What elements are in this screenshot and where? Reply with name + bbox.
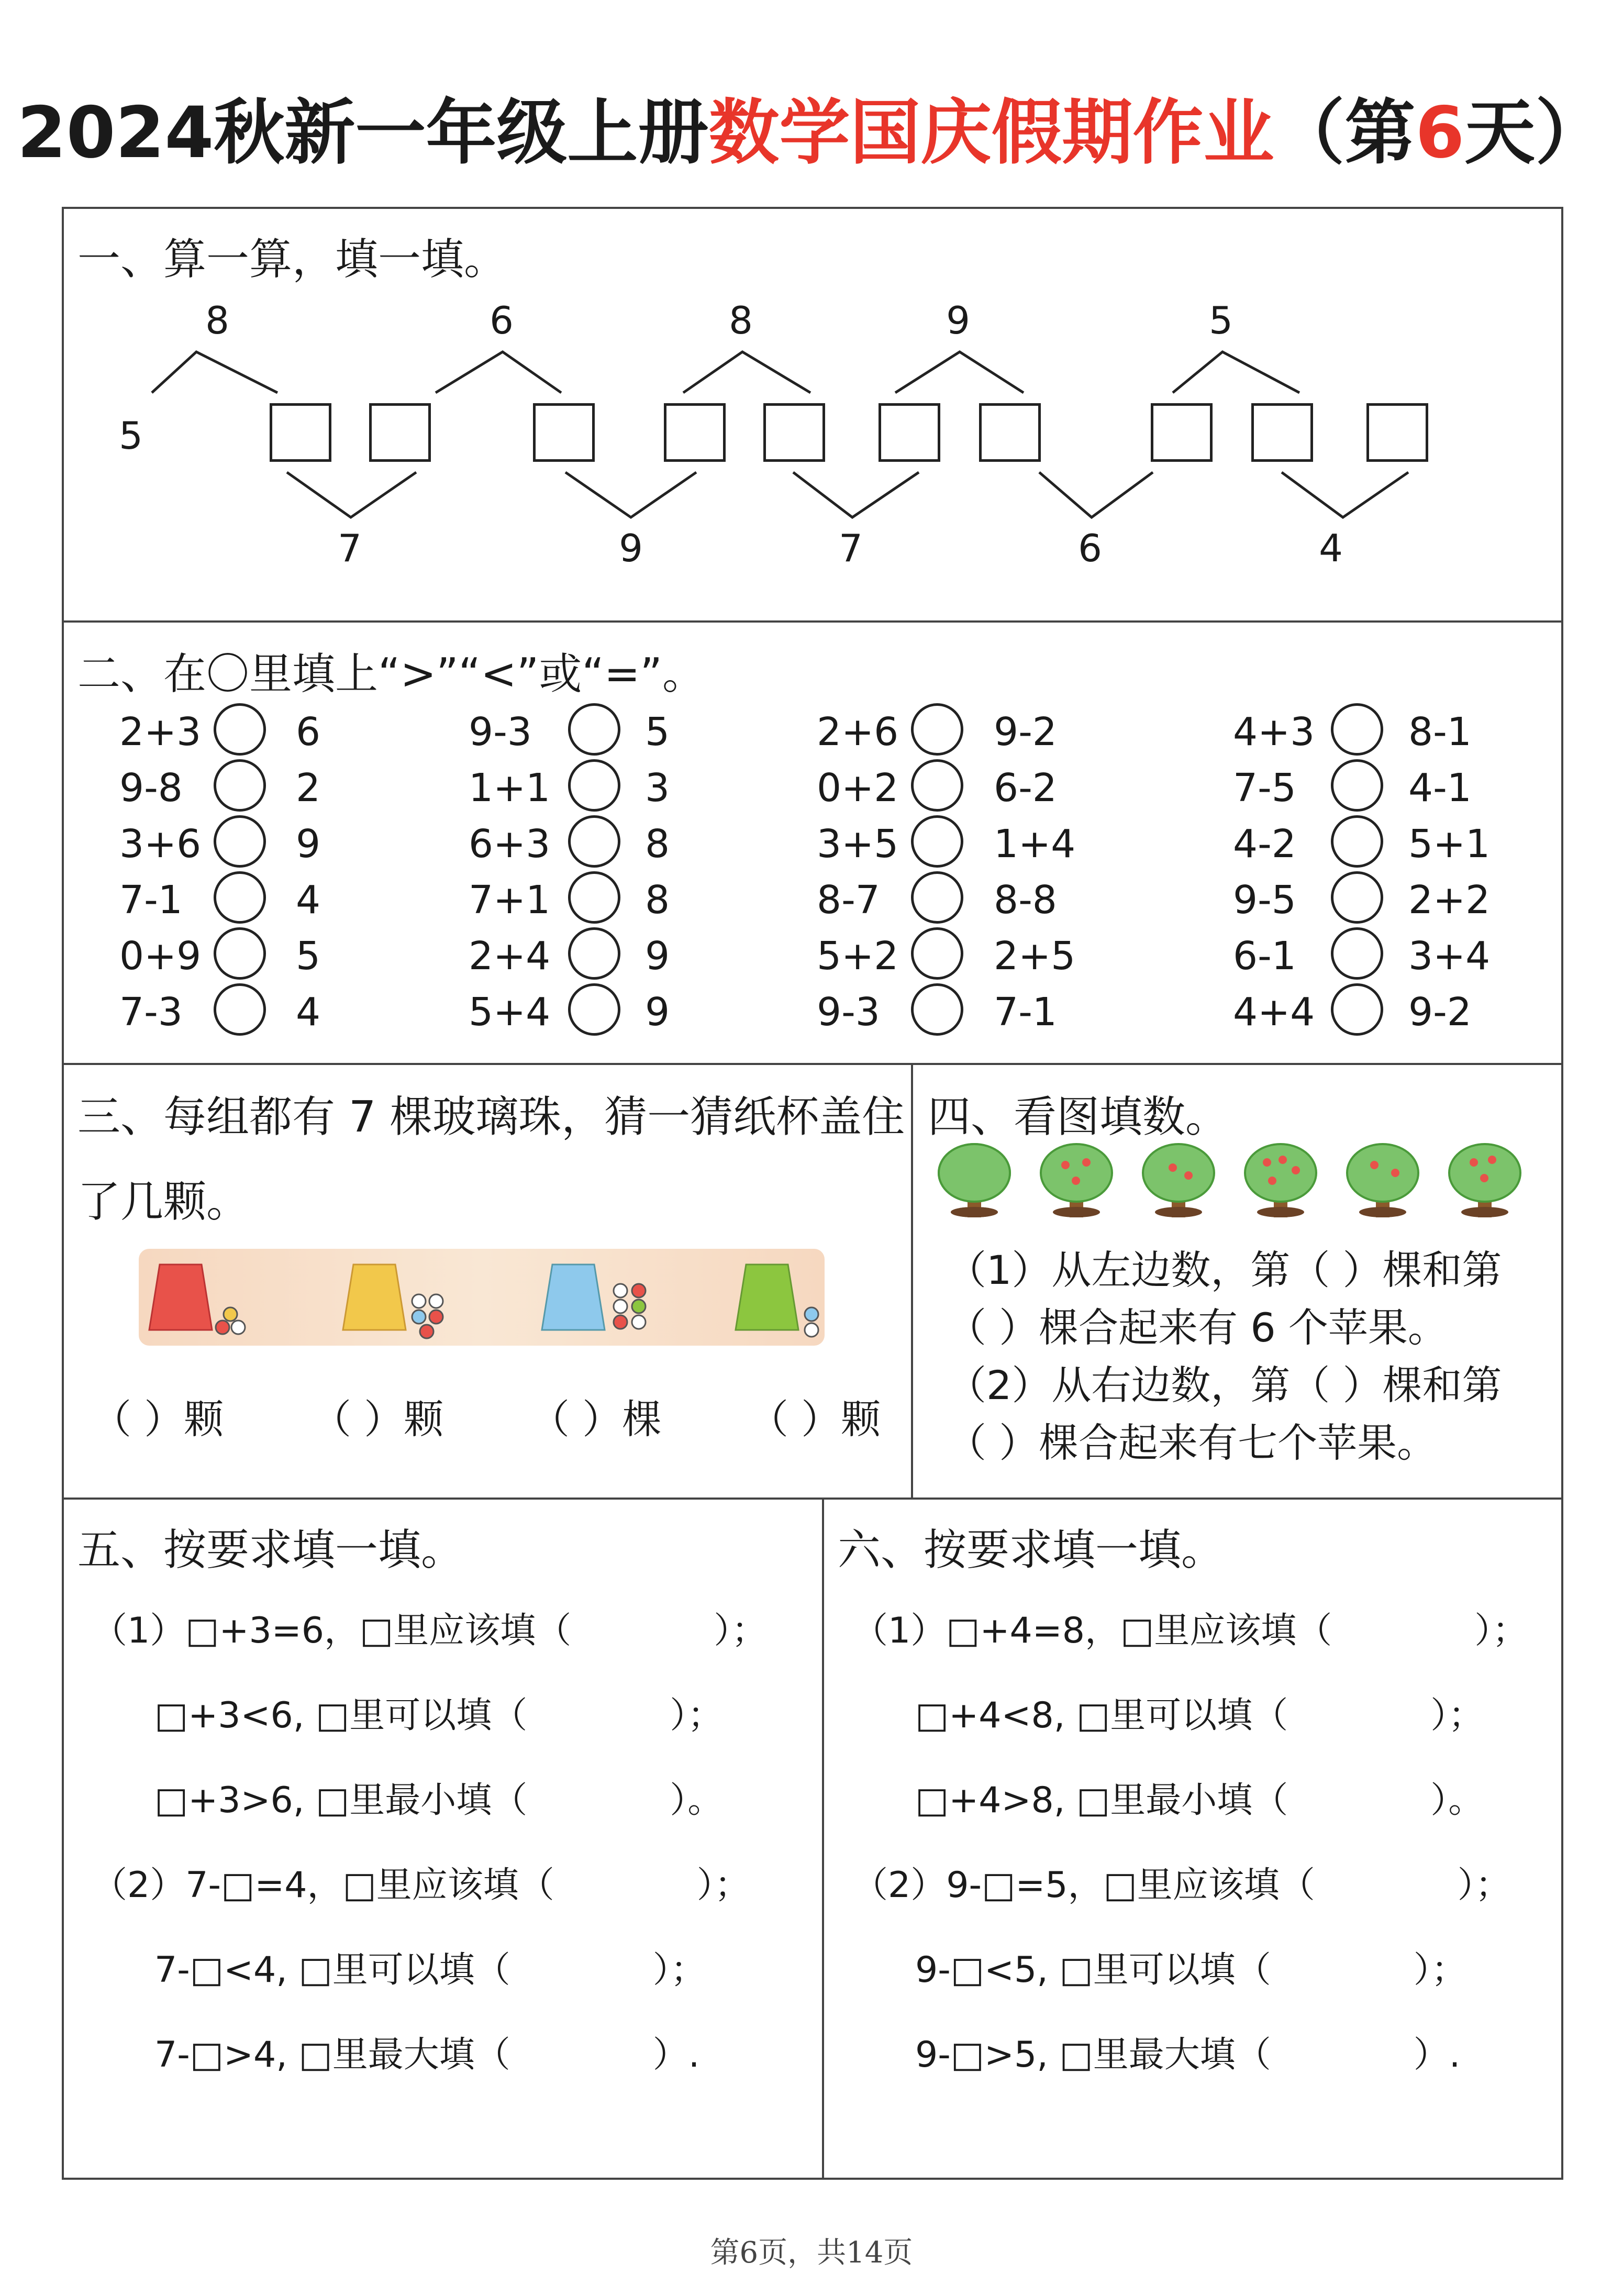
compare-circle[interactable] — [568, 983, 620, 1036]
compare-left-expr: 9-5 — [1233, 878, 1296, 923]
s6-line[interactable]: 9-□<5, □里可以填（ ）； — [915, 1949, 1467, 1991]
compare-right-expr: 4 — [296, 990, 321, 1035]
compare-right-expr: 2+5 — [994, 934, 1076, 979]
cups-and-marbles-image — [139, 1249, 825, 1346]
s6-line[interactable]: □+4<8, □里可以填（ ）； — [915, 1695, 1484, 1736]
compare-circle[interactable] — [214, 983, 266, 1036]
answer-box[interactable] — [1151, 403, 1213, 462]
answer-box[interactable] — [1251, 403, 1313, 462]
compare-circle[interactable] — [1331, 759, 1383, 812]
tree-3 — [1143, 1144, 1214, 1217]
compare-right-expr: 9 — [645, 934, 670, 979]
s3-answer[interactable]: （ ）棵 — [530, 1396, 662, 1443]
compare-right-expr: 9-2 — [994, 709, 1057, 755]
compare-left-expr: 0+9 — [119, 934, 202, 979]
tree-5 — [1347, 1144, 1418, 1217]
compare-right-expr: 7-1 — [994, 990, 1057, 1035]
s5-line[interactable]: □+3<6, □里可以填（ ）； — [154, 1695, 724, 1736]
compare-circle[interactable] — [1331, 815, 1383, 868]
section1-heading: 一、算一算，填一填。 — [77, 235, 507, 284]
compare-left-expr: 7-5 — [1233, 766, 1296, 811]
compare-right-expr: 8 — [645, 878, 670, 923]
compare-circle[interactable] — [1331, 983, 1383, 1036]
compare-circle[interactable] — [911, 983, 963, 1036]
compare-left-expr: 2+6 — [817, 709, 899, 755]
compare-left-expr: 9-8 — [119, 766, 183, 811]
apple-trees-image — [937, 1139, 1544, 1223]
title-day-prefix: （第 — [1274, 92, 1416, 174]
s1-bottom-number: 4 — [1319, 526, 1343, 570]
compare-right-expr: 4 — [296, 878, 321, 923]
title-day-number: 6 — [1415, 92, 1465, 174]
s6-line[interactable]: 9-□>5, □里最大填（ ）. — [915, 2034, 1461, 2076]
s5-line[interactable]: （1）□+3=6，□里应该填（ ）； — [92, 1610, 768, 1651]
divider-2 — [62, 1063, 1563, 1065]
s5-line[interactable]: 7-□>4, □里最大填（ ）. — [154, 2034, 700, 2076]
cup-group-2 — [343, 1265, 443, 1338]
s3-answer[interactable]: （ ）颗 — [312, 1396, 444, 1443]
answer-box[interactable] — [879, 403, 940, 462]
s4-line: （1）从左边数，第（ ）棵和第 — [947, 1247, 1502, 1293]
compare-left-expr: 3+5 — [817, 822, 899, 867]
compare-right-expr: 5 — [296, 934, 321, 979]
title-grade: 2024秋新一年级上册 — [17, 92, 709, 174]
compare-left-expr: 7+1 — [469, 878, 551, 923]
section5-heading: 五、按要求填一填。 — [77, 1525, 464, 1575]
compare-circle[interactable] — [911, 815, 963, 868]
s1-top-number: 5 — [1209, 298, 1233, 342]
compare-circle[interactable] — [568, 703, 620, 756]
compare-left-expr: 7-3 — [119, 990, 183, 1035]
compare-left-expr: 9-3 — [469, 709, 532, 755]
s6-line[interactable]: □+4>8, □里最小填（ ）。 — [915, 1780, 1484, 1821]
compare-right-expr: 6 — [296, 709, 321, 755]
compare-left-expr: 5+2 — [817, 934, 899, 979]
s1-left-number: 5 — [119, 414, 143, 458]
divider-1 — [62, 620, 1563, 623]
compare-circle[interactable] — [214, 871, 266, 924]
compare-right-expr: 8-1 — [1408, 709, 1472, 755]
section4-heading: 四、看图填数。 — [928, 1092, 1229, 1142]
s4-line: （ ）棵合起来有 6 个苹果。 — [947, 1304, 1448, 1351]
compare-left-expr: 8-7 — [817, 878, 880, 923]
compare-right-expr: 8 — [645, 822, 670, 867]
compare-left-expr: 0+2 — [817, 766, 899, 811]
tree-1 — [939, 1144, 1010, 1217]
compare-right-expr: 6-2 — [994, 766, 1057, 811]
compare-circle[interactable] — [568, 871, 620, 924]
compare-left-expr: 2+3 — [119, 709, 202, 755]
s6-line[interactable]: （2）9-□=5，□里应该填（ ）； — [852, 1865, 1511, 1906]
answer-box[interactable] — [533, 403, 595, 462]
section2-heading: 二、在〇里填上“>”“<”或“=”。 — [77, 649, 706, 699]
compare-left-expr: 4+3 — [1233, 709, 1315, 755]
section6-heading: 六、按要求填一填。 — [838, 1525, 1225, 1575]
cup-group-3 — [542, 1265, 646, 1330]
compare-circle[interactable] — [911, 703, 963, 756]
s1-top-number: 9 — [946, 298, 970, 342]
compare-right-expr: 3 — [645, 766, 670, 811]
answer-box[interactable] — [979, 403, 1041, 462]
s1-bottom-number: 7 — [338, 526, 362, 570]
s5-line[interactable]: （2）7-□=4，□里应该填（ ）； — [92, 1865, 750, 1906]
compare-right-expr: 9 — [296, 822, 321, 867]
compare-right-expr: 9 — [645, 990, 670, 1035]
section3-heading-line2: 了几颗。 — [77, 1177, 250, 1227]
answer-box[interactable] — [763, 403, 825, 462]
compare-circle[interactable] — [568, 759, 620, 812]
compare-right-expr: 5+1 — [1408, 822, 1491, 867]
s1-top-number: 8 — [205, 298, 229, 342]
s5-line[interactable]: □+3>6, □里最小填（ ）。 — [154, 1780, 724, 1821]
s1-connector-lines — [0, 0, 1623, 620]
s1-bottom-number: 9 — [619, 526, 643, 570]
answer-box[interactable] — [369, 403, 431, 462]
compare-right-expr: 3+4 — [1408, 934, 1491, 979]
compare-right-expr: 1+4 — [994, 822, 1076, 867]
tree-2 — [1041, 1144, 1112, 1217]
section3-heading-line1: 三、每组都有 7 棵玻璃珠，猜一猜纸杯盖住 — [77, 1092, 905, 1142]
compare-left-expr: 4-2 — [1233, 822, 1296, 867]
answer-box[interactable] — [270, 403, 331, 462]
s1-top-number: 8 — [729, 298, 753, 342]
compare-right-expr: 2 — [296, 766, 321, 811]
compare-circle[interactable] — [911, 871, 963, 924]
compare-left-expr: 5+4 — [469, 990, 551, 1035]
tree-4 — [1245, 1144, 1316, 1217]
s3-answer[interactable]: （ ）颗 — [92, 1396, 224, 1443]
compare-left-expr: 1+1 — [469, 766, 551, 811]
divider-3 — [62, 1498, 1563, 1500]
compare-right-expr: 2+2 — [1408, 878, 1491, 923]
title-subject: 数学国庆假期作业 — [708, 92, 1274, 174]
compare-circle[interactable] — [214, 703, 266, 756]
cup-group-4 — [736, 1265, 818, 1337]
s1-bottom-number: 7 — [839, 526, 863, 570]
page-footer: 第6页，共14页 — [710, 2236, 913, 2270]
cup-group-1 — [149, 1265, 245, 1334]
s1-top-number: 6 — [490, 298, 514, 342]
answer-box[interactable] — [1366, 403, 1428, 462]
compare-circle[interactable] — [1331, 927, 1383, 980]
compare-right-expr: 9-2 — [1408, 990, 1472, 1035]
s5-line[interactable]: 7-□<4, □里可以填（ ）； — [154, 1949, 706, 1991]
s6-line[interactable]: （1）□+4=8，□里应该填（ ）； — [852, 1610, 1528, 1651]
compare-circle[interactable] — [214, 759, 266, 812]
compare-circle[interactable] — [1331, 703, 1383, 756]
s4-line: （2）从右边数，第（ ）棵和第 — [947, 1362, 1502, 1408]
compare-circle[interactable] — [568, 815, 620, 868]
compare-left-expr: 6-1 — [1233, 934, 1296, 979]
answer-box[interactable] — [664, 403, 726, 462]
compare-left-expr: 4+4 — [1233, 990, 1315, 1035]
compare-circle[interactable] — [911, 927, 963, 980]
tree-6 — [1449, 1144, 1520, 1217]
s4-line: （ ）棵合起来有七个苹果。 — [947, 1419, 1437, 1466]
title-day-suffix: 天） — [1464, 92, 1606, 174]
compare-circle[interactable] — [1331, 871, 1383, 924]
compare-right-expr: 5 — [645, 709, 670, 755]
compare-left-expr: 6+3 — [469, 822, 551, 867]
compare-circle[interactable] — [214, 927, 266, 980]
compare-left-expr: 3+6 — [119, 822, 202, 867]
compare-left-expr: 7-1 — [119, 878, 183, 923]
s1-bottom-number: 6 — [1078, 526, 1102, 570]
divider-v-34 — [911, 1063, 913, 1498]
compare-right-expr: 8-8 — [994, 878, 1057, 923]
compare-left-expr: 9-3 — [817, 990, 880, 1035]
compare-left-expr: 2+4 — [469, 934, 551, 979]
s3-answer[interactable]: （ ）颗 — [749, 1396, 881, 1443]
compare-circle[interactable] — [214, 815, 266, 868]
divider-v-56 — [822, 1498, 824, 2178]
compare-circle[interactable] — [568, 927, 620, 980]
compare-circle[interactable] — [911, 759, 963, 812]
compare-right-expr: 4-1 — [1408, 766, 1472, 811]
